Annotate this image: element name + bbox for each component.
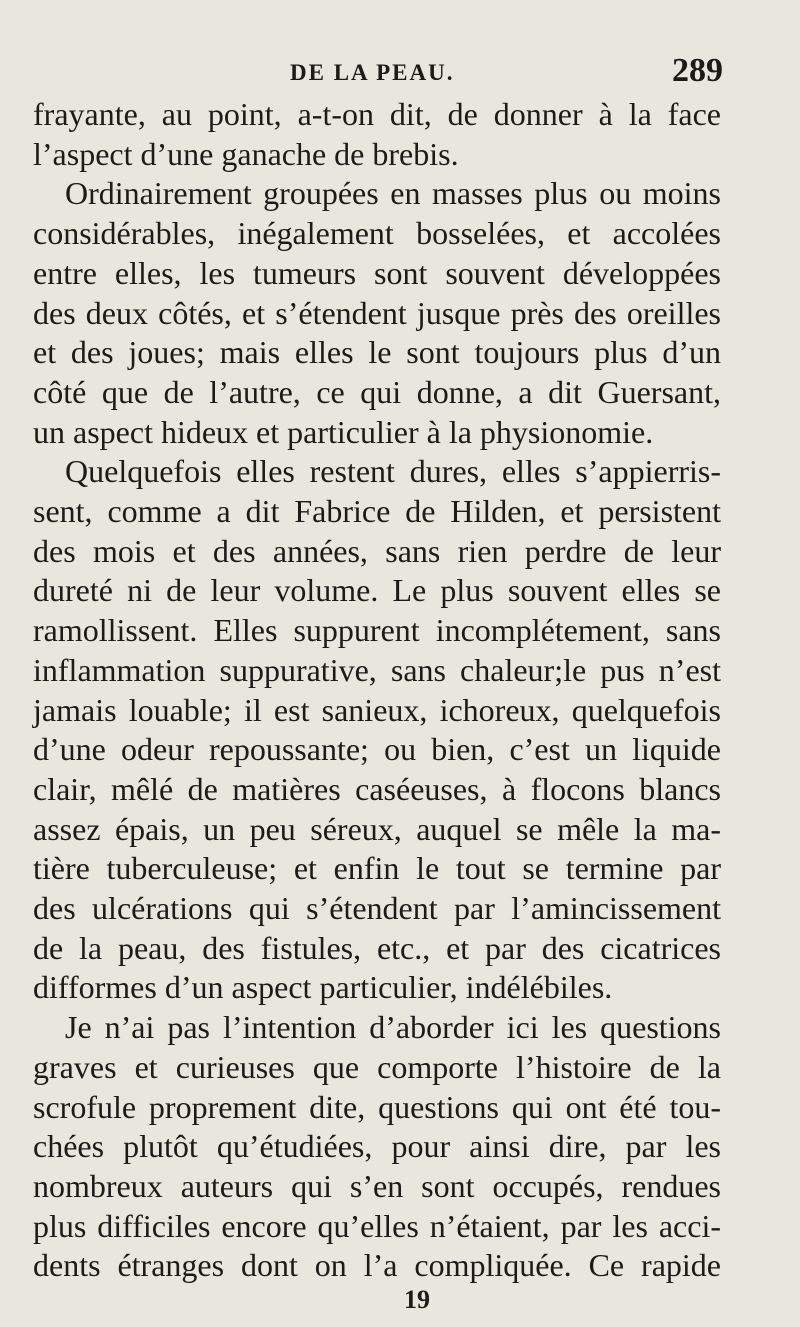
- text-line: frayante, au point, a-t-on dit, de donner à la face: [33, 96, 721, 132]
- text-line: Quelquefois elles restent dures, elles s’appierris-: [65, 453, 721, 489]
- text-line: de la peau, des fistules, etc., et par des cicatrices: [33, 930, 721, 966]
- text-line: dureté ni de leur volume. Le plus souvent elles se: [33, 572, 721, 608]
- text-line: tière tuberculeuse; et enfin le tout se termine par: [33, 850, 721, 886]
- text-line: plus difficiles encore qu’elles n’étaient, par les acci-: [33, 1208, 721, 1244]
- text-line: côté que de l’autre, ce qui donne, a dit Guersant,: [33, 374, 721, 410]
- text-line: inflammation suppurative, sans chaleur;le pus n’est: [33, 652, 721, 688]
- text-line: des deux côtés, et s’étendent jusque près des oreilles: [33, 295, 721, 331]
- running-head: [0, 52, 800, 92]
- text-line: nombreux auteurs qui s’en sont occupés, rendues: [33, 1168, 721, 1204]
- text-line: graves et curieuses que comporte l’histoire de la: [33, 1049, 721, 1085]
- text-line: Je n’ai pas l’intention d’aborder ici les questions: [65, 1009, 721, 1045]
- page-number: 289: [672, 52, 723, 89]
- text-line: Ordinairement groupées en masses plus ou moins: [65, 175, 721, 211]
- text-line: l’aspect d’une ganache de brebis.: [33, 136, 459, 172]
- text-line: clair, mêlé de matières caséeuses, à flocons blancs: [33, 771, 721, 807]
- text-line: difformes d’un aspect particulier, indélébiles.: [33, 969, 613, 1005]
- running-head-title: DE LA PEAU.: [290, 60, 455, 85]
- text-line: scrofule proprement dite, questions qui ont été tou-: [33, 1089, 721, 1125]
- text-line: sent, comme a dit Fabrice de Hilden, et persistent: [33, 493, 721, 529]
- text-line: des ulcérations qui s’étendent par l’amincissement: [33, 890, 721, 926]
- text-line: chées plutôt qu’étudiées, pour ainsi dire, par les: [33, 1128, 721, 1164]
- text-line: considérables, inégalement bosselées, et accolées: [33, 215, 721, 251]
- text-line: des mois et des années, sans rien perdre de leur: [33, 533, 721, 569]
- text-line: assez épais, un peu séreux, auquel se mêle la ma-: [33, 811, 721, 847]
- signature-mark: 19: [404, 1285, 430, 1314]
- text-line: dents étranges dont on l’a compliquée. Ce rapide: [33, 1247, 721, 1283]
- text-line: jamais louable; il est sanieux, ichoreux, quelquefois: [33, 692, 721, 728]
- text-line: et des joues; mais elles le sont toujours plus d’un: [33, 334, 721, 370]
- text-line: d’une odeur repoussante; ou bien, c’est un liquide: [33, 731, 721, 767]
- text-line: un aspect hideux et particulier à la physionomie.: [33, 414, 654, 450]
- text-line: entre elles, les tumeurs sont souvent développées: [33, 255, 721, 291]
- text-line: ramollissent. Elles suppurent incomplétement, sans: [33, 612, 721, 648]
